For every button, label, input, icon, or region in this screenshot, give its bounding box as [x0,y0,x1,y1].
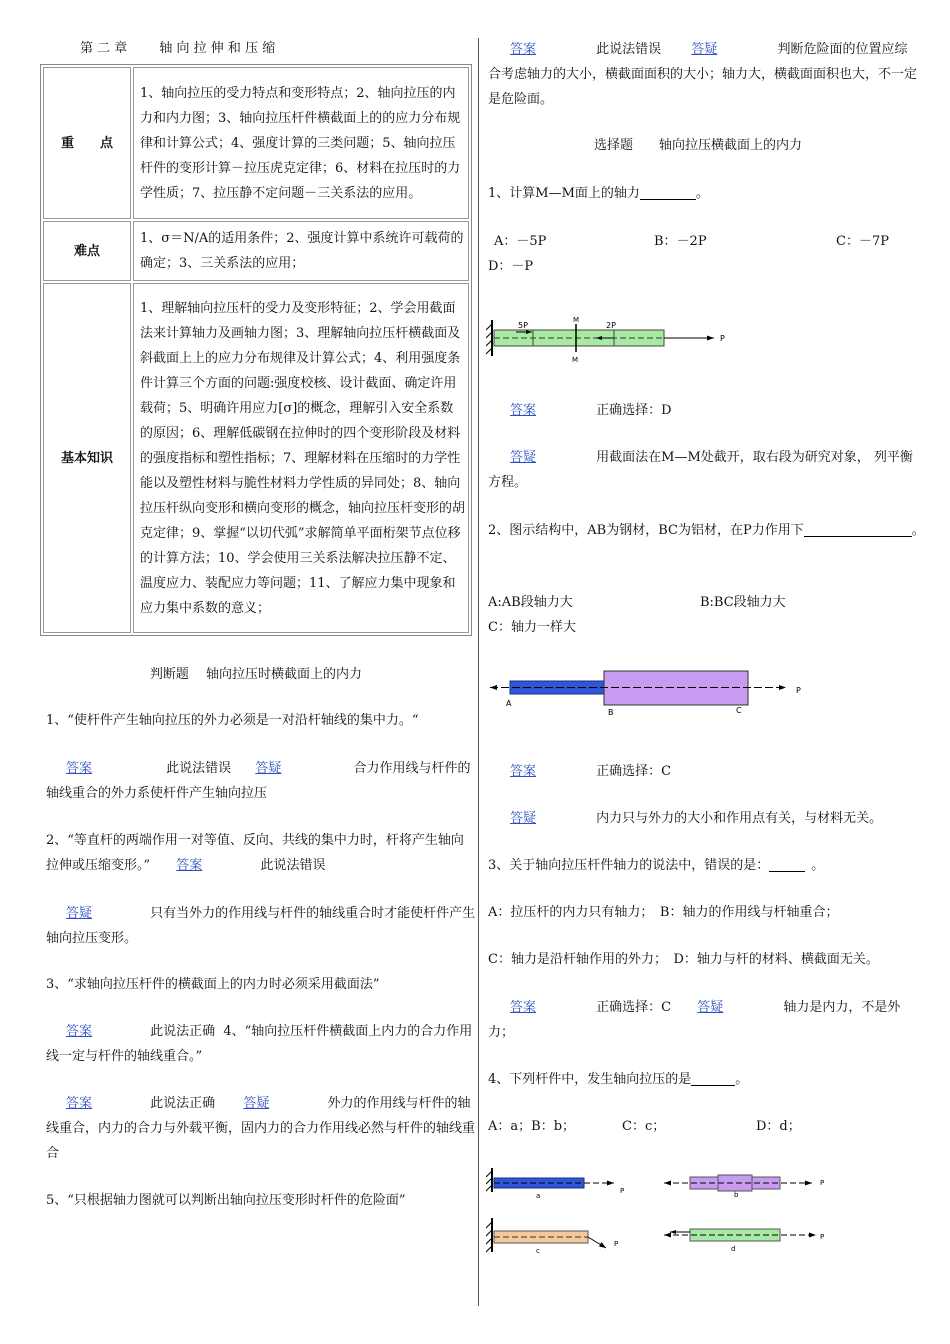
answer-text: 此说法正确 [150,1024,216,1039]
doubt-text: 合力作用线与杆件的轴线重合的外力系使杆件产生轴向拉压 [46,761,471,801]
chapter-title: 轴 向 拉 伸 和 压 缩 [159,41,276,56]
bar-a-label: a [536,1192,541,1200]
bar-c-label: c [536,1247,540,1255]
key-points-table [40,64,472,636]
point-c-label: C [736,706,742,715]
doubt-text: 只有当外力的作用线与杆件的轴线重合时才能使杆件产生轴向拉压变形。 [46,906,476,946]
choice-q3-end: 。 [811,858,825,873]
row-content-key: 1、轴向拉压的受力特点和变形特点；2、轴向拉压的内力和内力图；3、轴向拉压杆件横截面上的的应力分布规律和计算公式；4、强度计算的三类问题；5、轴向拉压杆件的变形计算－拉压虎克定律；6、材料在拉压时的力学性质；7、拉压静不定问题－三关系法的应用。 [133,67,469,219]
doubt-text: 判断危险面的位置应综合考虑轴力的大小，横截面面积的大小；轴力大，横截面面积也大，不一定是危险面。 [488,42,918,107]
figure-mm-section-bar [486,310,736,370]
judgment-q2: 2、“等直杆的两端作用一对等值、反向、共线的集中力时，杆将产生轴向拉伸或压缩变形。” [46,833,464,873]
choice-q1-text: 1、计算M—M面上的轴力 [488,186,640,201]
doubt-text: 外力的作用线与杆件的轴线重合，内力的合力与外载平衡，固内力的合力作用线必然与杆件的轴线重合 [46,1096,476,1161]
option-c: C：c； [622,1119,666,1134]
answer-blank [691,1071,735,1086]
doubt-link[interactable]: 答疑 [255,761,282,776]
choice-section-title: 选择题 轴向拉压横截面上的内力 [593,138,802,153]
choice-q2-options [488,590,920,615]
point-b-label: B [608,708,614,717]
option-a: A:AB段轴力大 [488,595,573,610]
choice-q1-doubt-block [488,445,920,495]
row-label-key: 重 点 [43,67,131,219]
table-row [43,67,469,219]
judgment-q5: 5、“只根据轴力图就可以判断出轴向拉压变形时杆件的危险面” [46,1193,406,1208]
choice-q4-options [488,1114,920,1139]
column-divider [478,38,479,1306]
judgment-q1: 1、“使杆件产生轴向拉压的外力必须是一对沿杆轴线的集中力。“ [46,713,419,728]
choice-q3-text: 3、关于轴向拉压杆件轴力的说法中，错误的是： [488,858,770,873]
choice-q4 [488,1067,920,1092]
choice-q2-end: 。 [911,523,925,538]
answer-blank [640,185,696,200]
answer-text: 此说法错误 [596,42,662,57]
bar-d-force-label: P [820,1233,825,1241]
judgment-q4-answer-block [46,1091,476,1166]
answer-link[interactable]: 答案 [510,403,537,418]
answer-text: 正确选择：C [596,764,672,779]
choice-q1-answer-block [488,398,920,423]
section-m-bottom-label: M [572,356,579,364]
bar-d-label: d [731,1245,736,1253]
force-p-label: P [720,334,725,343]
judgment-q2-block [46,828,476,878]
doubt-link[interactable]: 答疑 [243,1096,270,1111]
point-a-label: A [506,699,512,708]
bar-a-force-label: P [620,1187,625,1195]
answer-text: 此说法错误 [260,858,326,873]
choice-q3-answer-block [488,995,920,1045]
table-row [43,283,469,633]
judgment-section-title: 判断题 轴向拉压时横截面上的内力 [149,667,363,682]
choice-q1-option-d-row [488,254,533,279]
choice-q3-options-ab: A：拉压杆的内力只有轴力； B：轴力的作用线与杆轴重合； [488,905,839,920]
option-d: D：－P [488,259,534,274]
bar-b-force-label: P [820,1179,825,1187]
option-c: C：－7P [836,234,889,249]
doubt-text: 内力只与外力的大小和作用点有关，与材料无关。 [596,811,883,826]
doubt-link[interactable]: 答疑 [66,906,93,921]
row-label-basic: 基本知识 [43,283,131,633]
choice-q3-options-cd: C：轴力是沿杆轴作用的外力； D：轴力与杆的材料、横截面无关。 [488,952,879,967]
choice-q2-doubt-block [488,806,920,831]
answer-link[interactable]: 答案 [510,764,537,779]
table-row [43,221,469,281]
doubt-link[interactable]: 答疑 [691,42,718,57]
answer-link[interactable]: 答案 [176,858,203,873]
chapter-header [80,38,275,60]
choice-q4-end: 。 [735,1072,749,1087]
answer-link[interactable]: 答案 [66,761,93,776]
doubt-link[interactable]: 答疑 [510,811,537,826]
answer-link[interactable]: 答案 [66,1024,93,1039]
choice-q2-text: 2、图示结构中，AB为钢材，BC为铝材，在P力作用下 [488,523,804,538]
answer-link[interactable]: 答案 [66,1096,93,1111]
judgment-q5-answer-block [488,37,920,112]
judgment-q2-doubt-block [46,901,476,951]
answer-text: 正确选择：D [596,403,672,418]
choice-q2-answer-block [488,759,920,784]
answer-text: 此说法正确 [150,1096,216,1111]
force-p-label: P [796,686,801,695]
bar-c-force-label: P [614,1240,619,1248]
choice-q3 [488,853,920,878]
figure-four-bars [486,1160,836,1260]
force-2p-label: 2P [606,321,616,330]
choice-q4-text: 4、下列杆件中，发生轴向拉压的是 [488,1072,692,1087]
bar-b-label: b [734,1191,739,1199]
doubt-link[interactable]: 答疑 [697,1000,724,1015]
answer-blank [804,522,912,537]
force-5p-label: 5P [518,321,528,330]
choice-q1-end: 。 [695,186,709,201]
judgment-q1-answer-block [46,756,476,806]
option-b: B:BC段轴力大 [700,595,786,610]
option-ab: A：a；B：b； [488,1119,576,1134]
figure-steel-aluminum-bar [486,664,816,718]
chapter-number: 第 二 章 [80,41,128,56]
choice-q1-options [488,229,920,254]
doubt-text: 轴力是内力，不是外力； [488,1000,901,1040]
choice-q1 [488,181,709,206]
option-b: B：－2P [654,234,707,249]
doubt-link[interactable]: 答疑 [510,450,537,465]
row-label-difficulty: 难点 [43,221,131,281]
section-m-top-label: M [573,316,580,324]
judgment-q3: 3、“求轴向拉压杆件的横截面上的内力时必须采用截面法” [46,977,380,992]
answer-link[interactable]: 答案 [510,1000,537,1015]
row-content-difficulty: 1、σ＝N/A的适用条件；2、强度计算中系统许可载荷的确定；3、三关系法的应用； [133,221,469,281]
judgment-q4: 4、“轴向拉压杆件横截面上内力的合力作用线一定与杆件的轴线重合。” [46,1024,473,1064]
answer-text: 此说法错误 [166,761,232,776]
choice-q2-option-c-row [488,615,576,640]
answer-link[interactable]: 答案 [510,42,537,57]
doubt-text: 用截面法在M—M处截开，取右段为研究对象， 列平衡方程。 [488,450,913,490]
row-content-basic: 1、理解轴向拉压杆的受力及变形特征；2、学会用截面法来计算轴力及画轴力图；3、理解轴向拉压杆横截面及斜截面上上的应力分布规律及计算公式；4、利用强度条件计算三个方面的问题:强度校核、设计截面、确定许用载荷；5、明确许用应力[σ]的概念，理解引入安全系数的原因；6、理解低碳钢在拉伸时的四个变形阶段及材料的强度指标和塑性指标；7、理解材料在压缩时的力学性能以及塑性材料与脆性材料力学性质的异同处；8、轴向拉压杆纵向变形和横向变形的概念，轴向拉压杆变形的胡克定律；9、掌握“以切代弧”求解简单平面桁架节点位移的计算方法；10、学会使用三关系法解决拉压静不定、温度应力、装配应力等问题；11、了解应力集中现象和应力集中系数的意义； [133,283,469,633]
option-a: A：－5P [494,234,547,249]
answer-text: 正确选择：C [596,1000,672,1015]
option-c: C：轴力一样大 [488,620,576,635]
judgment-q3-answer-block [46,1019,476,1069]
option-d: D：d； [756,1119,801,1134]
answer-blank [769,857,805,872]
choice-q2 [488,518,928,543]
